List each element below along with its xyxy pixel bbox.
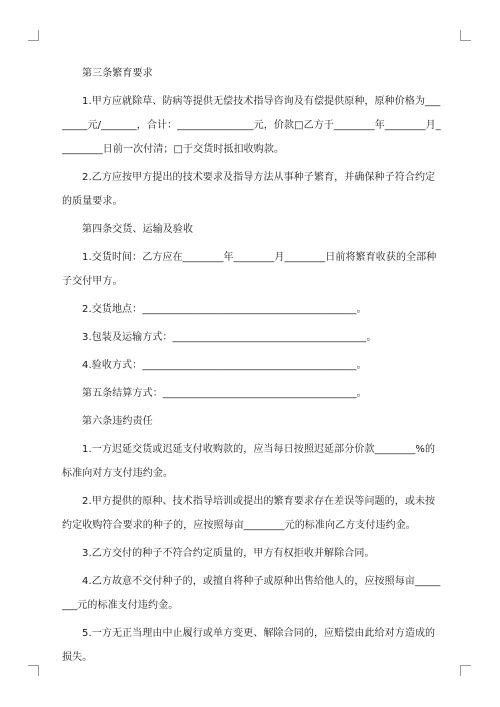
article-3-clause-2 (62, 166, 440, 214)
text-line: 约定收购符合要求的种子的，应按照每亩________元的标准向乙方支付违约金。 (62, 520, 416, 531)
text-line: 的质量要求。 (62, 196, 123, 207)
article-4-clause-2: 2.交货地点：__________________________________________。 (82, 304, 367, 315)
text-line: 1.甲方应就除草、防病等提供无偿技术指导咨询及有偿提供原种，原种价格为___ (82, 96, 441, 107)
article-4-heading: 第四条交货、运输及验收 (82, 224, 194, 235)
article-3-heading: 第三条繁育要求 (82, 68, 153, 79)
text-line: 1.一方迟延交货或迟延支付收购款的，应当每日按照迟延部分价款________%的 (82, 444, 436, 455)
crop-mark-bottom-left (28, 665, 39, 676)
article-4-clause-4: 4.验收方式：__________________________________________。 (82, 360, 367, 371)
article-6-clause-2 (62, 490, 440, 538)
text-line: _____元/_______，合计：_______________元，价款□乙方于________年________月_ (62, 120, 441, 131)
article-6-clause-1 (62, 438, 440, 486)
text-line: 损失。 (62, 652, 93, 663)
text-line: 2.乙方应按甲方提出的技术要求及指导方法从事种子繁育，并确保种子符合约定 (82, 172, 436, 183)
article-6-clause-5 (62, 622, 440, 670)
crop-mark-bottom-right (460, 665, 471, 676)
text-line: 4.乙方故意不交付种子的，或擅自将种子或原种出售给他人的，应按照每亩_____ (82, 576, 441, 587)
crop-mark-top-right (460, 30, 471, 41)
article-6-clause-3: 3.乙方交付的种子不符合约定质量的，甲方有权拒收并解除合同。 (82, 548, 375, 559)
article-6-heading: 第六条违约责任 (82, 416, 153, 427)
text-line: 5.一方无正当理由中止履行或单方变更、解除合同的，应赔偿由此给对方造成的 (82, 628, 436, 639)
text-line: ___元的标准支付违约金。 (62, 600, 179, 611)
document-body (62, 62, 440, 670)
text-line: 子交付甲方。 (62, 276, 123, 287)
text-line: 2.甲方提供的原种、技术指导培训或提出的繁育要求存在差误等问题的，或未按 (82, 496, 436, 507)
text-line: 1.交货时间：乙方应在________年________月________日前将繁育收获的全部种 (82, 252, 437, 263)
article-4-clause-1 (62, 246, 440, 294)
text-line: 标准向对方支付违约金。 (62, 468, 174, 479)
article-4-clause-3: 3.包装及运输方式：______________________________________。 (82, 332, 377, 343)
article-6-clause-4 (62, 570, 440, 618)
crop-mark-top-left (28, 30, 39, 41)
article-5-text: 第五条结算方式：______________________________________。 (82, 388, 367, 399)
article-3-clause-1 (62, 90, 440, 162)
text-line: ________日前一次付清；□于交货时抵扣收购款。 (62, 144, 285, 155)
